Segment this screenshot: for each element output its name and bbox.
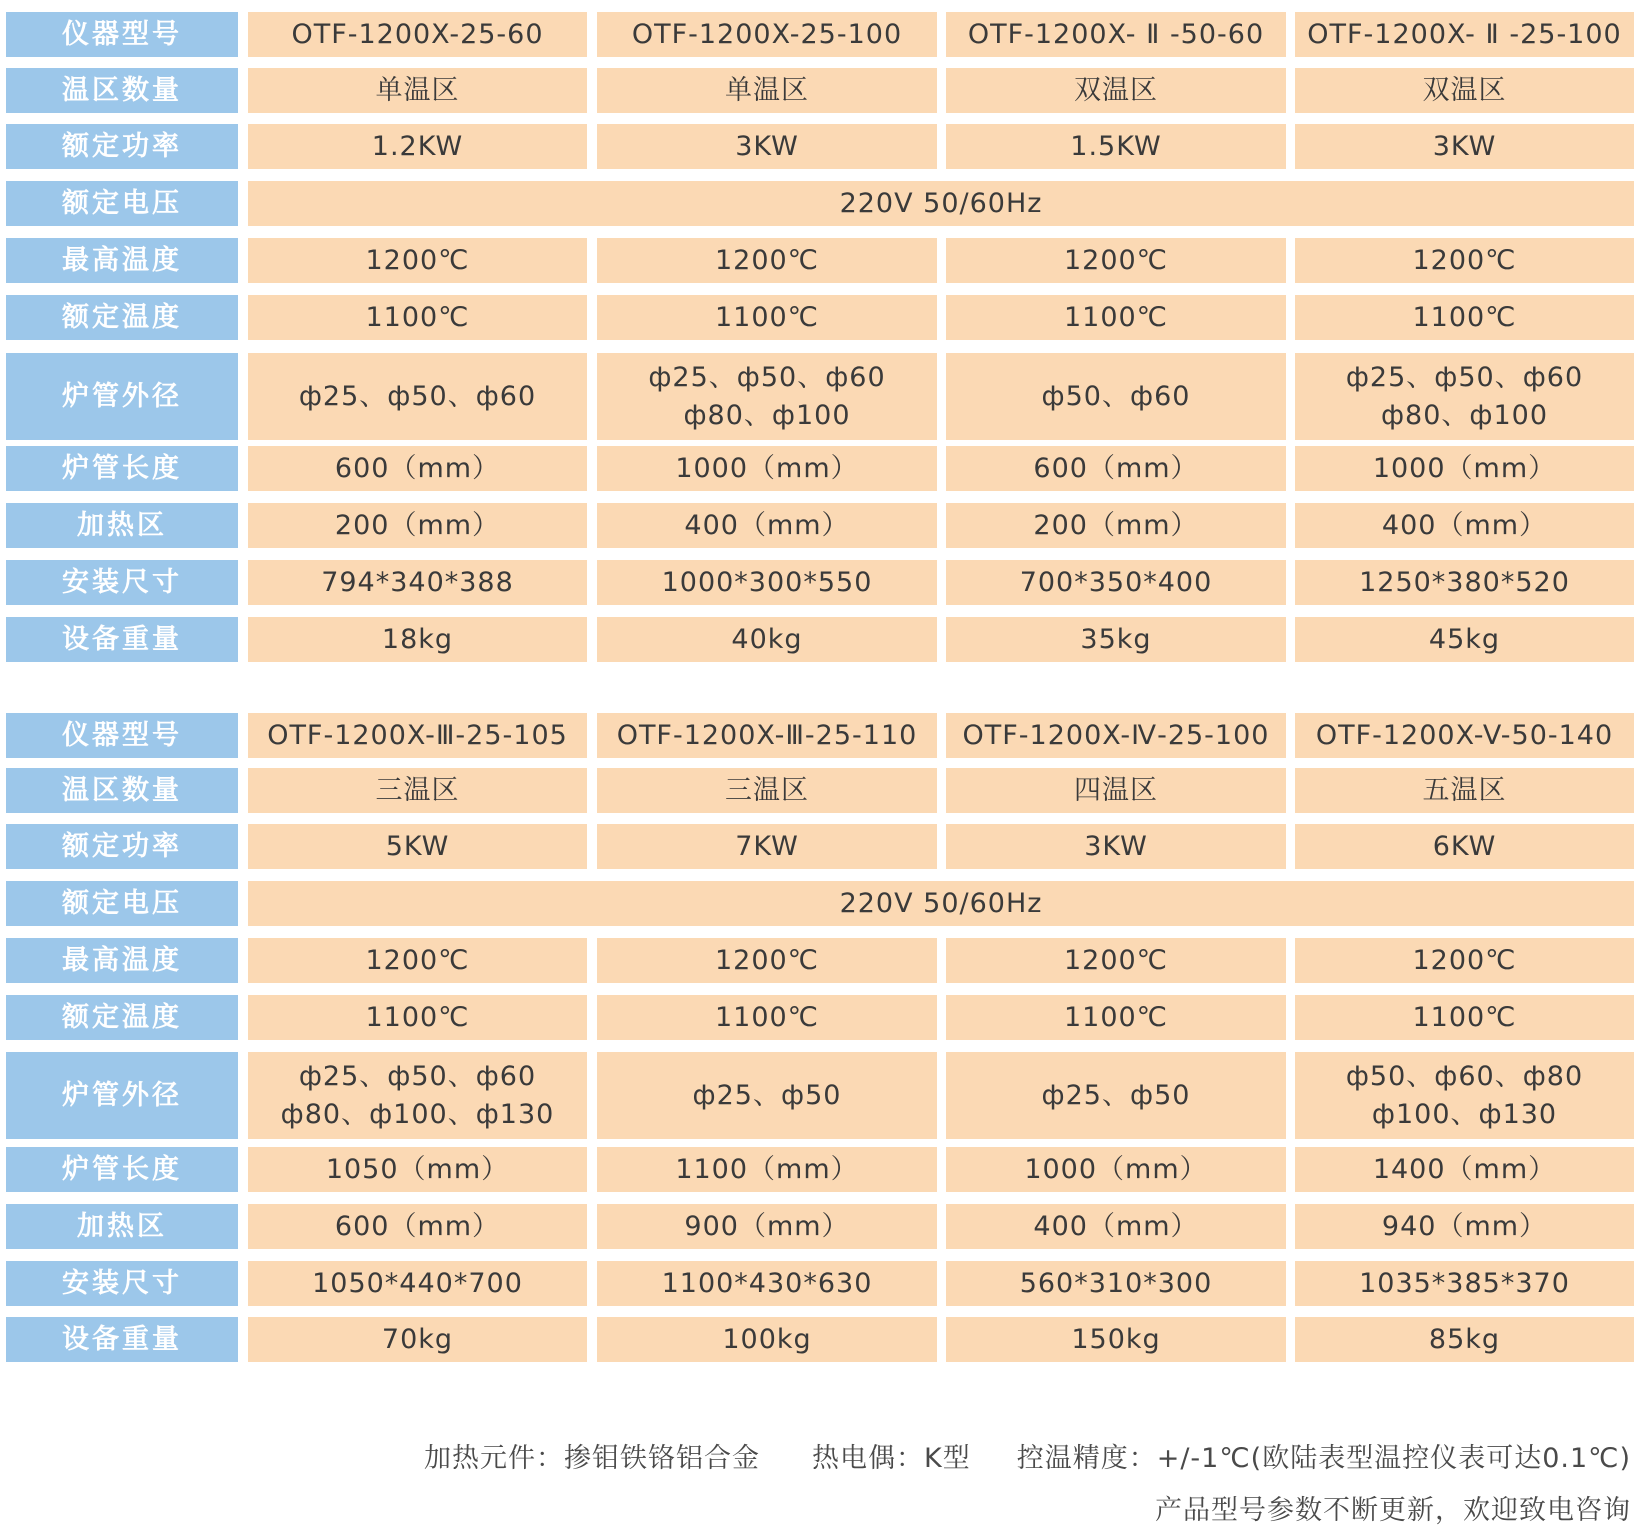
row-label: 额定温度 (6, 295, 238, 340)
value-line: ф25、ф50、ф60 (298, 380, 537, 412)
value-cell: OTF-1200X-Ⅲ-25-105 (248, 713, 587, 758)
value-cell: 1035*385*370 (1295, 1261, 1634, 1306)
value-cell: 100kg (597, 1317, 937, 1362)
value-cell: 1200℃ (946, 938, 1286, 983)
value-cell (248, 353, 587, 440)
value-cell (597, 353, 937, 440)
row-label: 额定电压 (6, 181, 238, 226)
value-cell: OTF-1200X-V-50-140 (1295, 713, 1634, 758)
value-cell: 单温区 (597, 68, 937, 113)
value-cell: 1000（mm） (1295, 446, 1634, 491)
value-cell: OTF-1200X-25-60 (248, 12, 587, 57)
value-cell: 1100*430*630 (597, 1261, 937, 1306)
value-cell: 18kg (248, 617, 587, 662)
row-label: 炉管长度 (6, 1147, 238, 1192)
row-label: 最高温度 (6, 238, 238, 283)
value-cell: 600（mm） (946, 446, 1286, 491)
value-line: ф25、ф50 (1041, 1079, 1191, 1111)
value-line: ф80、ф100 (683, 399, 851, 431)
value-cell: 5KW (248, 824, 587, 869)
value-cell: OTF-1200X- Ⅱ -50-60 (946, 12, 1286, 57)
row-label: 安装尺寸 (6, 1261, 238, 1306)
value-line: ф25、ф50 (692, 1079, 842, 1111)
value-cell: 1250*380*520 (1295, 560, 1634, 605)
value-cell: 200（mm） (946, 503, 1286, 548)
value-cell: 1200℃ (597, 238, 937, 283)
value-line: ф80、ф100 (1380, 399, 1549, 431)
value-cell: 五温区 (1295, 768, 1634, 813)
row-label: 仪器型号 (6, 12, 238, 57)
row-label: 加热区 (6, 503, 238, 548)
value-cell: 四温区 (946, 768, 1286, 813)
value-cell: 45kg (1295, 617, 1634, 662)
value-cell (946, 353, 1286, 440)
value-cell: 1400（mm） (1295, 1147, 1634, 1192)
thermocouple-note: 热电偶：K型 (811, 1443, 971, 1474)
row-label: 最高温度 (6, 938, 238, 983)
value-cell: 1.5KW (946, 124, 1286, 169)
row-label: 安装尺寸 (6, 560, 238, 605)
value-cell: 1100℃ (248, 995, 587, 1040)
value-cell: 900（mm） (597, 1204, 937, 1249)
value-cell: 1200℃ (248, 938, 587, 983)
value-cell: 940（mm） (1295, 1204, 1634, 1249)
value-cell: 双温区 (946, 68, 1286, 113)
value-cell: 40kg (597, 617, 937, 662)
value-cell: 1200℃ (248, 238, 587, 283)
row-label: 设备重量 (6, 1317, 238, 1362)
row-label: 温区数量 (6, 768, 238, 813)
row-label: 加热区 (6, 1204, 238, 1249)
value-cell: 150kg (946, 1317, 1286, 1362)
value-cell: 1200℃ (1295, 938, 1634, 983)
value-line: ф100、ф130 (1371, 1098, 1558, 1130)
value-cell: OTF-1200X-Ⅳ-25-100 (946, 713, 1286, 758)
value-cell (248, 1052, 587, 1139)
value-cell: 1.2KW (248, 124, 587, 169)
row-label: 炉管外径 (6, 353, 238, 440)
value-cell: 6KW (1295, 824, 1634, 869)
value-cell: 700*350*400 (946, 560, 1286, 605)
value-cell: 3KW (597, 124, 937, 169)
value-cell: 1050*440*700 (248, 1261, 587, 1306)
value-cell: OTF-1200X- Ⅱ -25-100 (1295, 12, 1634, 57)
row-label: 额定温度 (6, 995, 238, 1040)
footer-update-note (1155, 1488, 1631, 1527)
row-label: 温区数量 (6, 68, 238, 113)
value-cell: 200（mm） (248, 503, 587, 548)
value-cell (1295, 1052, 1634, 1139)
value-cell: 1200℃ (946, 238, 1286, 283)
row-label: 设备重量 (6, 617, 238, 662)
value-cell: 35kg (946, 617, 1286, 662)
update-note: 产品型号参数不断更新，欢迎致电咨询 (1155, 1495, 1631, 1526)
value-cell: OTF-1200X-25-100 (597, 12, 937, 57)
spanning-value-cell: 220V 50/60Hz (248, 881, 1634, 926)
value-cell: 1100℃ (946, 995, 1286, 1040)
row-label: 炉管长度 (6, 446, 238, 491)
row-label: 仪器型号 (6, 713, 238, 758)
value-line: ф25、ф50、ф60 (648, 361, 886, 393)
value-cell: 400（mm） (1295, 503, 1634, 548)
value-cell: 双温区 (1295, 68, 1634, 113)
spanning-value-cell: 220V 50/60Hz (248, 181, 1634, 226)
row-label: 炉管外径 (6, 1052, 238, 1139)
value-cell: 1100℃ (597, 995, 937, 1040)
value-cell: 794*340*388 (248, 560, 587, 605)
value-cell: 1000（mm） (597, 446, 937, 491)
value-cell: 1100℃ (1295, 995, 1634, 1040)
value-cell: 1200℃ (1295, 238, 1634, 283)
row-label: 额定功率 (6, 824, 238, 869)
value-line: ф25、ф50、ф60 (298, 1060, 537, 1092)
value-cell: 400（mm） (597, 503, 937, 548)
value-cell: 1200℃ (597, 938, 937, 983)
temp-accuracy-note: 控温精度：+/-1℃(欧陆表型温控仪表可达0.1℃) (1016, 1443, 1631, 1474)
value-cell: 1100℃ (1295, 295, 1634, 340)
value-cell: 560*310*300 (946, 1261, 1286, 1306)
row-label: 额定功率 (6, 124, 238, 169)
value-line: ф50、ф60 (1041, 380, 1191, 412)
value-cell: OTF-1200X-Ⅲ-25-110 (597, 713, 937, 758)
heating-element-note: 加热元件：掺钼铁铬铝合金 (423, 1443, 760, 1474)
value-cell: 1050（mm） (248, 1147, 587, 1192)
value-cell: 1100℃ (248, 295, 587, 340)
value-cell: 三温区 (248, 768, 587, 813)
value-cell (1295, 353, 1634, 440)
value-cell: 三温区 (597, 768, 937, 813)
value-cell: 3KW (946, 824, 1286, 869)
value-cell: 单温区 (248, 68, 587, 113)
value-cell: 3KW (1295, 124, 1634, 169)
value-cell (946, 1052, 1286, 1139)
value-cell: 1100℃ (946, 295, 1286, 340)
value-cell: 600（mm） (248, 446, 587, 491)
value-cell: 1000（mm） (946, 1147, 1286, 1192)
value-line: ф50、ф60、ф80 (1345, 1060, 1584, 1092)
value-line: ф80、ф100、ф130 (280, 1098, 555, 1130)
value-cell: 7KW (597, 824, 937, 869)
value-cell: 600（mm） (248, 1204, 587, 1249)
row-label: 额定电压 (6, 881, 238, 926)
value-cell (597, 1052, 937, 1139)
footer-specs (424, 1436, 1631, 1475)
value-cell: 70kg (248, 1317, 587, 1362)
value-line: ф25、ф50、ф60 (1345, 361, 1584, 393)
value-cell: 85kg (1295, 1317, 1634, 1362)
value-cell: 1000*300*550 (597, 560, 937, 605)
value-cell: 1100（mm） (597, 1147, 937, 1192)
value-cell: 400（mm） (946, 1204, 1286, 1249)
value-cell: 1100℃ (597, 295, 937, 340)
